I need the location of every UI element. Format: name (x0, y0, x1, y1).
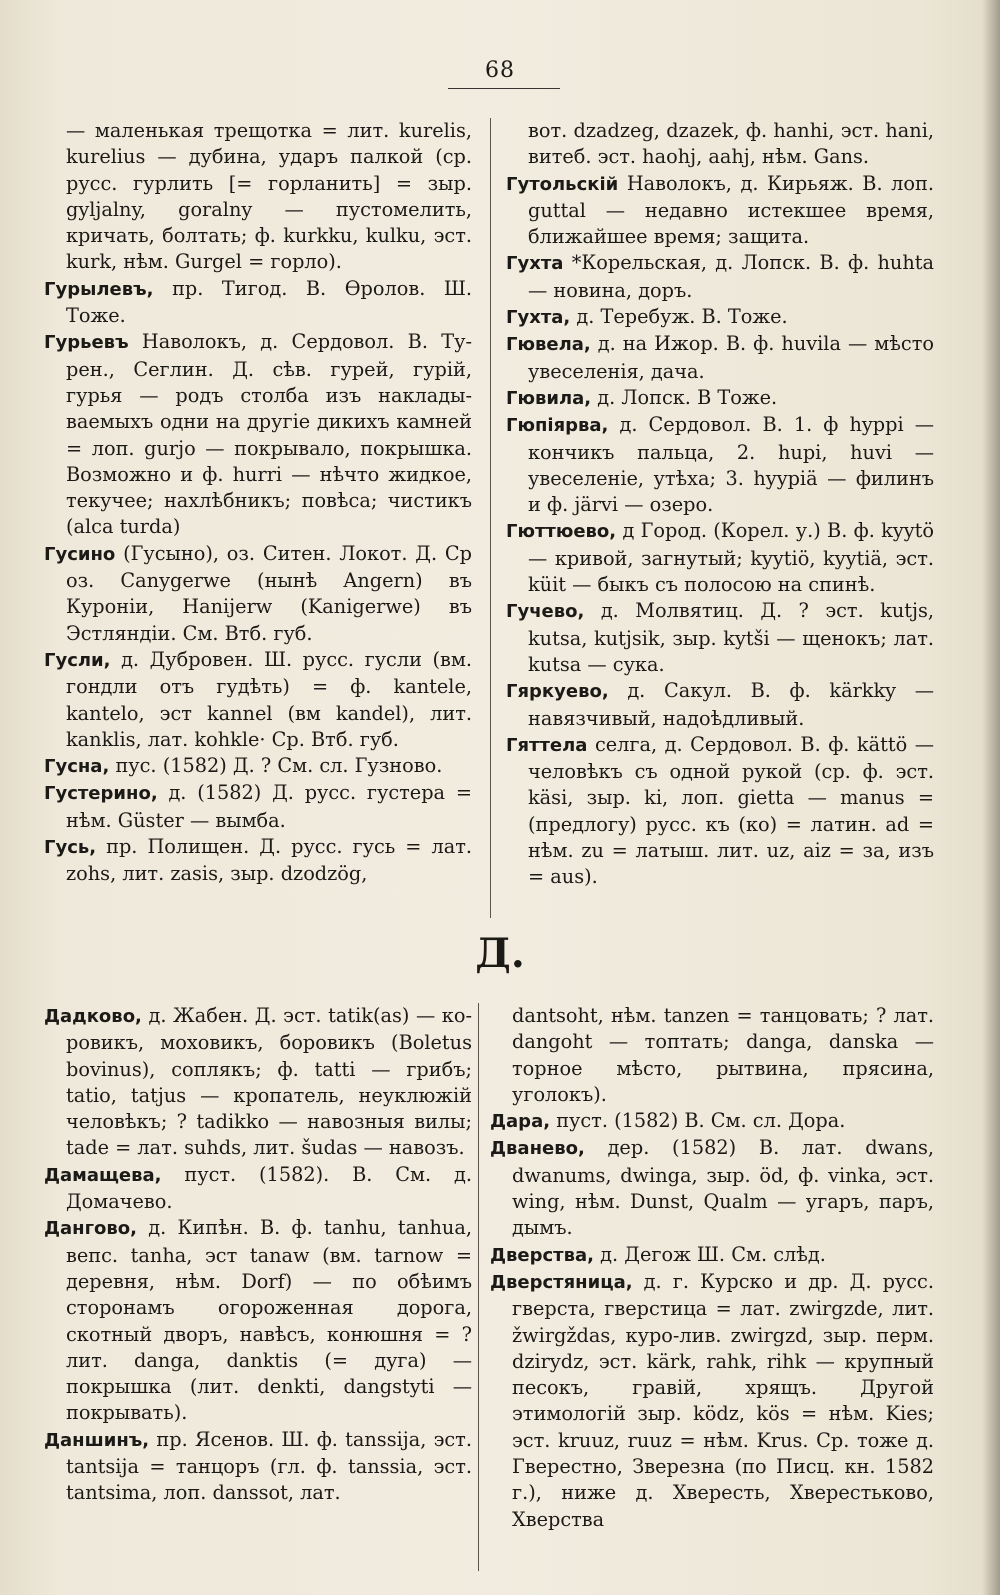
left-column-bottom (44, 1003, 472, 1507)
entry-headword: Дверстяница, (490, 1271, 633, 1293)
dictionary-entry (506, 518, 934, 598)
entry-headword: Гусино (44, 543, 116, 565)
dictionary-entry (490, 1242, 934, 1269)
entry-text: д Город. (Корел. у.) В. ф. kyytö — кривой, загнутый; kyytiö, kyytiä, эст. küit — быкъ съ полосою на спинѣ. (528, 519, 934, 597)
entry-headword: Густерино, (44, 783, 158, 805)
right-column-bottom (490, 1003, 934, 1533)
dictionary-entry (44, 276, 472, 330)
entry-headword: Дара, (490, 1111, 551, 1133)
dictionary-entry (506, 250, 934, 304)
entry-headword: Гюпіярва, (506, 415, 609, 437)
left-column-top (44, 118, 472, 888)
entry-text: *Корельская, д. Лопск. В. ф. huhta — новина, доръ. (528, 251, 934, 302)
dictionary-entry (44, 647, 472, 753)
dictionary-entry (506, 304, 934, 331)
dictionary-entry (44, 1162, 472, 1216)
entry-headword: Гутольскій (506, 173, 619, 195)
entry-text: пуст. (1582) В. См. сл. Дора. (556, 1109, 846, 1133)
entry-text: Наволокъ, д. Кирьяж. В. лоп. guttal — недавно истекшее время, ближайшее время; защита. (528, 171, 934, 249)
entry-headword: Дангово, (44, 1218, 137, 1240)
entry-headword: Гювила, (506, 387, 592, 409)
section-letter: Д. (475, 930, 525, 977)
dictionary-entry (506, 171, 934, 251)
entry-text: Наволокъ, д. Сердовол. В. Турен., Сеглин. Д. сѣв. гурей, гурій, гурья — родъ столба изъ накладываемыхъ одни на другіе дикихъ камней = лоп. gurjo — покрывало, покрышка. Возможно и ф. hurri — нѣчто жидкое, текучее; нахлѣбникъ; повѣса; чистикъ (alca turda) (66, 330, 472, 539)
entry-text: — маленькая трещотка = лит. kurelis, kurelius — дубина, ударъ палкой (ср. русс. гурлить [= горланить] = зыр. gyljalny, goralny — пустомелить, кричать, болтать; ф. kurkku, kulku, эст. kurk, нѣм. Gurgel = горло). (66, 119, 472, 274)
entry-text: д. Сакул. В. ф. kärkky — навязчивый, надоѣдливый. (528, 679, 934, 730)
dictionary-entry (506, 385, 934, 412)
entry-text: пуст. (1582). В. См. д. Домачево. (66, 1162, 472, 1214)
entry-headword: Дванево, (490, 1138, 585, 1160)
entry-text: селга, д. Сердовол. В. ф. kättö — человѣкъ съ одной рукой (ср. ф. эст. käsi, зыр. ki, лоп. gietta — manus = (предлогу) русс. къ (ко) = латин. ad = нѣм. zu = латыш. лит. uz, aiz = за, изъ = aus). (528, 732, 934, 889)
dictionary-entry (44, 834, 472, 888)
entry-headword: Гяттела (506, 734, 588, 756)
entry-text: д. Теребуж. В. Тоже. (576, 305, 788, 329)
dictionary-entry (44, 118, 472, 276)
dictionary-entry (44, 780, 472, 834)
dictionary-entry (506, 331, 934, 385)
dictionary-entry (506, 412, 934, 518)
entry-text: д. Дубровен. Ш. русс. гусли (вм. гондли отъ гудѣть) = ф. kantele, kantelo, эст kannel (вм kandel), лит. kanklis, лат. kohkle· Ср. Втб. губ. (66, 647, 472, 751)
entry-text: д. (1582) Д. русс. густера = нѣм. Güster — вымба. (66, 781, 472, 832)
column-divider-bottom (478, 1003, 479, 1571)
entry-text: пр. Полищен. Д. русс. гусь = лат. zohs, лит. zasis, зыр. dzodzög, (66, 835, 472, 886)
entry-text: пр. Тигод. В. Ѳролов. Ш. Тоже. (66, 276, 472, 328)
entry-text: (Гусыно), оз. Ситен. Локот. Д. Ср оз. Canygerwe (нынѣ Angern) въ Куроніи, Hanijerw (Kanigerwe) въ Эстляндіи. См. Втб. губ. (66, 541, 472, 645)
entry-headword: Гухта (506, 253, 564, 275)
column-divider-top (490, 118, 491, 918)
page-edge-shadow (982, 0, 1000, 1595)
entry-headword: Гухта, (506, 307, 571, 329)
dictionary-entry (490, 1108, 934, 1135)
dictionary-entry (44, 1427, 472, 1507)
entry-headword: Дверства, (490, 1244, 594, 1266)
page-number: 68 (485, 58, 515, 83)
dictionary-entry (44, 541, 472, 647)
entry-text: д. Жабен. Д. эст. tatik(as) — коровикъ, моховикъ, боровикъ (Boletus bovinus), соплякъ; ф. tatti — грибъ; tatio, tatjus — кропатель, неуклюжій человѣкъ; ? tadikko — навозныя вилы; tade = лат. suhds, лит. šudas — навозъ. (66, 1004, 472, 1160)
header-rule (448, 88, 560, 89)
entry-headword: Дамащева, (44, 1164, 162, 1186)
dictionary-entry (506, 678, 934, 732)
entry-headword: Гучево, (506, 601, 585, 623)
dictionary-entry (44, 1215, 472, 1426)
dictionary-entry (490, 1003, 934, 1108)
dictionary-entry (490, 1269, 934, 1533)
entry-headword: Гусли, (44, 649, 111, 671)
entry-headword: Гурьевъ (44, 332, 129, 354)
entry-text: д. Лопск. В Тоже. (597, 385, 778, 409)
entry-text: пр. Ясенов. Ш. ф. tanssija, эст. tantsija = танцоръ (гл. ф. tanssia, эст. tantsima, лоп. danssot, лат. (66, 1427, 472, 1505)
entry-headword: Гурылевъ, (44, 278, 154, 300)
entry-text: д. Сердовол. В. 1. ф hyppi — кончикъ пальца, 2. hupi, huvi — увеселеніе, утѣха; 3. hyypiä — филинъ и ф. järvi — озеро. (528, 413, 934, 517)
right-column-top (506, 118, 934, 891)
dictionary-entry (506, 732, 934, 891)
entry-text: д. г. Курско и др. Д. русс. гверста, гверстица = лат. zwirgzde, лит. žwirgždas, куро-лив. zwirgzd, зыр. перм. dzirydz, эст. kärk, rahk, rihk — крупный песокъ, гравій, хрящъ. Другой этимологій зыр. ködz, kös = нѣм. Kies; эст. kruuz, ruuz = нѣм. Krus. Ср. тоже д. Гверестно, Зверезна (по Писц. кн. 1582 г.), ниже д. Хвересть, Хверестьково, Хверства (512, 1269, 934, 1531)
dictionary-entry (506, 118, 934, 171)
dictionary-entry (44, 1003, 472, 1162)
dictionary-entry (490, 1135, 934, 1241)
entry-headword: Дадково, (44, 1006, 142, 1027)
entry-text: вот. dzadzeg, dzazek, ф. hanhi, эст. hani, витеб. эст. haohj, aahj, нѣм. Gans. (528, 119, 934, 169)
entry-text: д. Молвятиц. Д. ? эст. kutjs, kutsa, kutjsik, зыр. kytši — щенокъ; лат. kutsa — сука. (528, 599, 934, 676)
entry-headword: Гюттюево, (506, 521, 617, 543)
entry-headword: Гювела, (506, 334, 591, 356)
entry-headword: Гусь, (44, 837, 97, 859)
entry-text: д. Кипѣн. В. ф. tanhu, tanhua, вепс. tanha, эст tanaw (вм. tarnow = деревня, нѣм. Dorf) — по обѣимъ сторонамъ огороженная дорога, скотный дворъ, навѣсъ, конюшня = ? лит. danga, danktis (= дуга) — покрышка (лит. denkti, dangstyti — покрывать). (66, 1216, 472, 1425)
entry-headword: Даншинъ, (44, 1429, 150, 1451)
dictionary-entry (44, 753, 472, 780)
entry-text: д. на Ижор. В. ф. huvila — мѣсто увеселенія, дача. (528, 332, 934, 383)
entry-text: д. Дегож Ш. См. слѣд. (600, 1242, 826, 1266)
entry-text: дер. (1582) В. лат. dwans, dwanums, dwinga, зыр. öd, ф. vinka, эст. wing, нѣм. Dunst, Qualm — угаръ, паръ, дымъ. (512, 1136, 934, 1240)
entry-headword: Гяркуево, (506, 681, 609, 703)
dictionary-entry (506, 598, 934, 678)
dictionary-entry (44, 329, 472, 540)
entry-text: dantsoht, нѣм. tanzen = танцовать; ? лат. dangoht — топтать; danga, danska — торное мѣсто, рытвина, прясина, уголокъ). (512, 1004, 934, 1106)
entry-text: пус. (1582) Д. ? См. сл. Гузново. (115, 754, 443, 778)
entry-headword: Гусна, (44, 756, 110, 778)
